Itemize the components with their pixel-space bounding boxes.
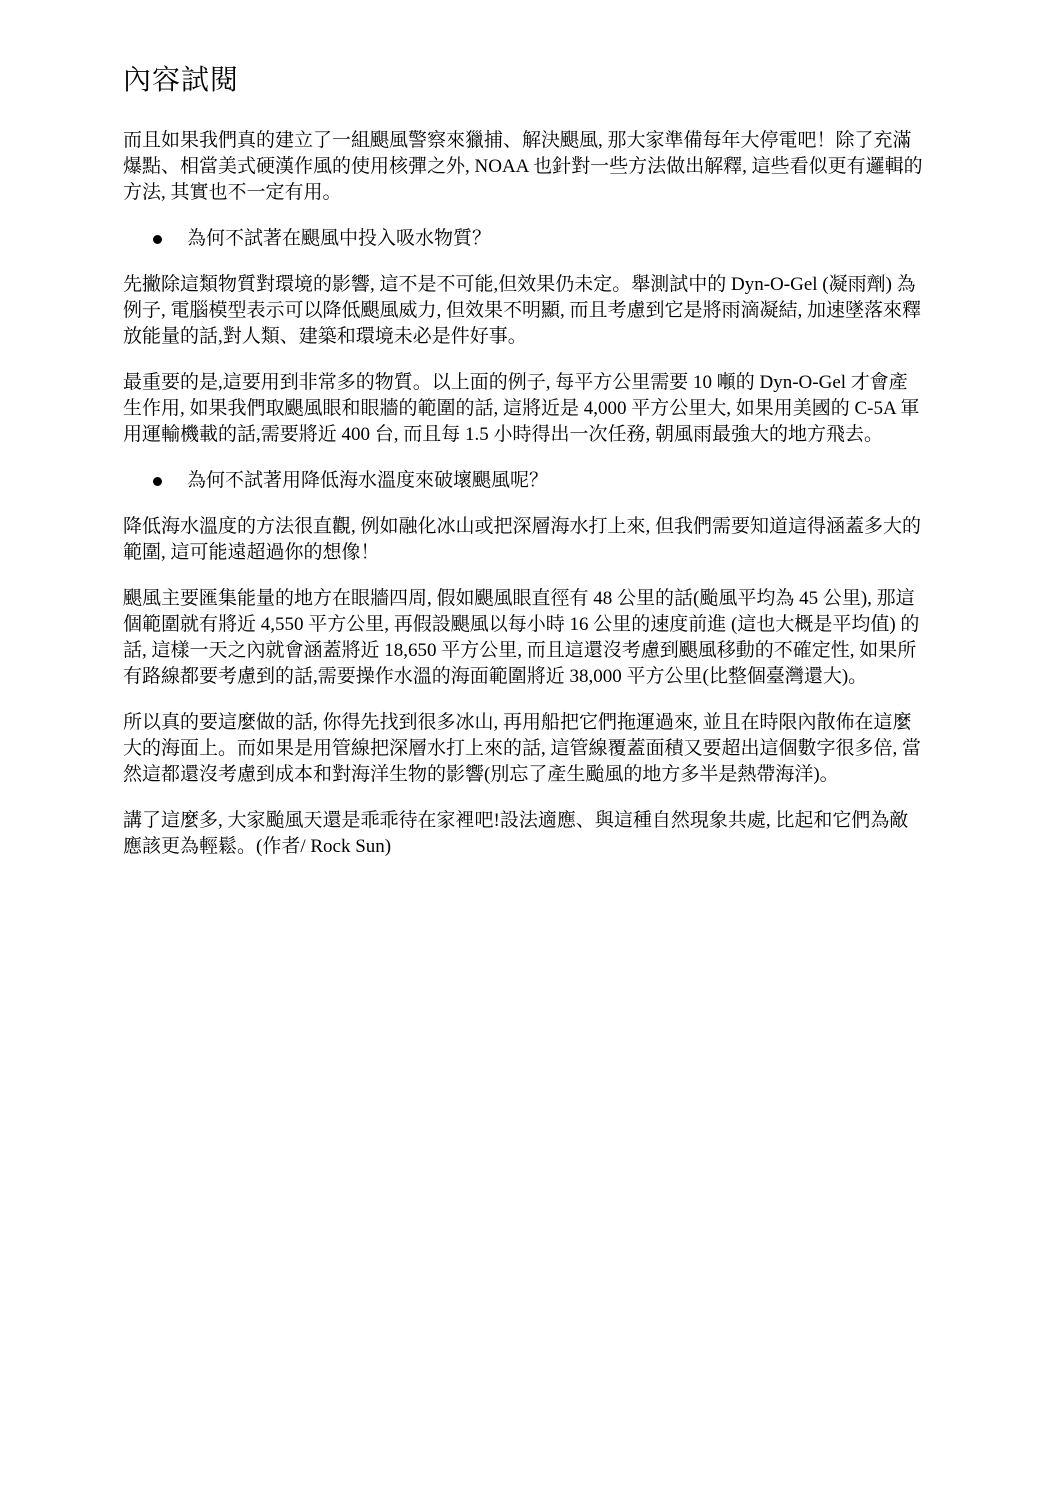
- bullet-item-sea-temperature: [123, 468, 923, 494]
- document-page: [123, 60, 923, 880]
- paragraph-quantity: 最重要的是,這要用到非常多的物質。以上面的例子, 每平方公里需要 10 噸的 Dyn-O-Gel 才會產生作用, 如果我們取颶風眼和眼牆的範圍的話, 這將近是 4,000 平方公里大, 如果用美國的 C-5A 軍用運輸機載的話,需要將近 400 台, 而且每 1.5 小時得出一次任務, 朝風雨最強大的地方飛去。: [123, 372, 920, 445]
- paragraph-area-calculation: 颶風主要匯集能量的地方在眼牆四周, 假如颶風眼直徑有 48 公里的話(颱風平均為 45 公里), 那這個範圍就有將近 4,550 平方公里, 再假設颶風以每小時 16 公里的速度前進 (這也大概是平均值) 的話, 這樣一天之內就會涵蓋將近 18,650 平方公里, 而且這還沒考慮到颶風移動的不確定性, 如果所有路線都要考慮到的話,需要操作水溫的海面範圍將近 38,000 平方公里(比整個臺灣還大)。: [123, 588, 920, 687]
- bullet-item-absorbent: [123, 226, 923, 252]
- bullet-text: 為何不試著在颶風中投入吸水物質？: [187, 228, 492, 249]
- page-title: 內容試閱: [123, 63, 240, 96]
- paragraph-conclusion: 講了這麼多, 大家颱風天還是乖乖待在家裡吧!設法適應、與這種自然現象共處, 比起和它們為敵應該更為輕鬆。(作者/ Rock Sun): [123, 810, 909, 857]
- paragraph-dyn-o-gel: 先撇除這類物質對環境的影響, 這不是不可能,但效果仍未定。舉測試中的 Dyn-O-Gel (凝雨劑) 為例子, 電腦模型表示可以降低颶風威力, 但效果不明顯, 而且考慮到它是將雨滴凝結, 加速墜落來釋放能量的話,對人類、建築和環境未必是件好事。: [123, 274, 922, 347]
- paragraph-icebergs: 所以真的要這麼做的話, 你得先找到很多冰山, 再用船把它們拖運過來, 並且在時限內散佈在這麼大的海面上。而如果是用管線把深層水打上來的話, 這管線覆蓋面積又要超出這個數字很多倍, 當然這都還沒考慮到成本和對海洋生物的影響(別忘了產生颱風的地方多半是熱帶海洋)。: [123, 712, 922, 785]
- bullet-dot-icon: [153, 477, 162, 486]
- bullet-text: 為何不試著用降低海水溫度來破壞颶風呢？: [187, 470, 549, 491]
- paragraph-cooling-method: 降低海水溫度的方法很直觀, 例如融化冰山或把深層海水打上來, 但我們需要知道這得涵蓋多大的範圍, 這可能遠超過你的想像！: [123, 516, 922, 563]
- paragraph-intro: 而且如果我們真的建立了一組颶風警察來獵捕、解決颶風, 那大家準備每年大停電吧！除了充滿爆點、相當美式硬漢作風的使用核彈之外, NOAA 也針對一些方法做出解釋, 這些看似更有邏輯的方法, 其實也不一定有用。: [123, 130, 923, 203]
- bullet-dot-icon: [153, 235, 162, 244]
